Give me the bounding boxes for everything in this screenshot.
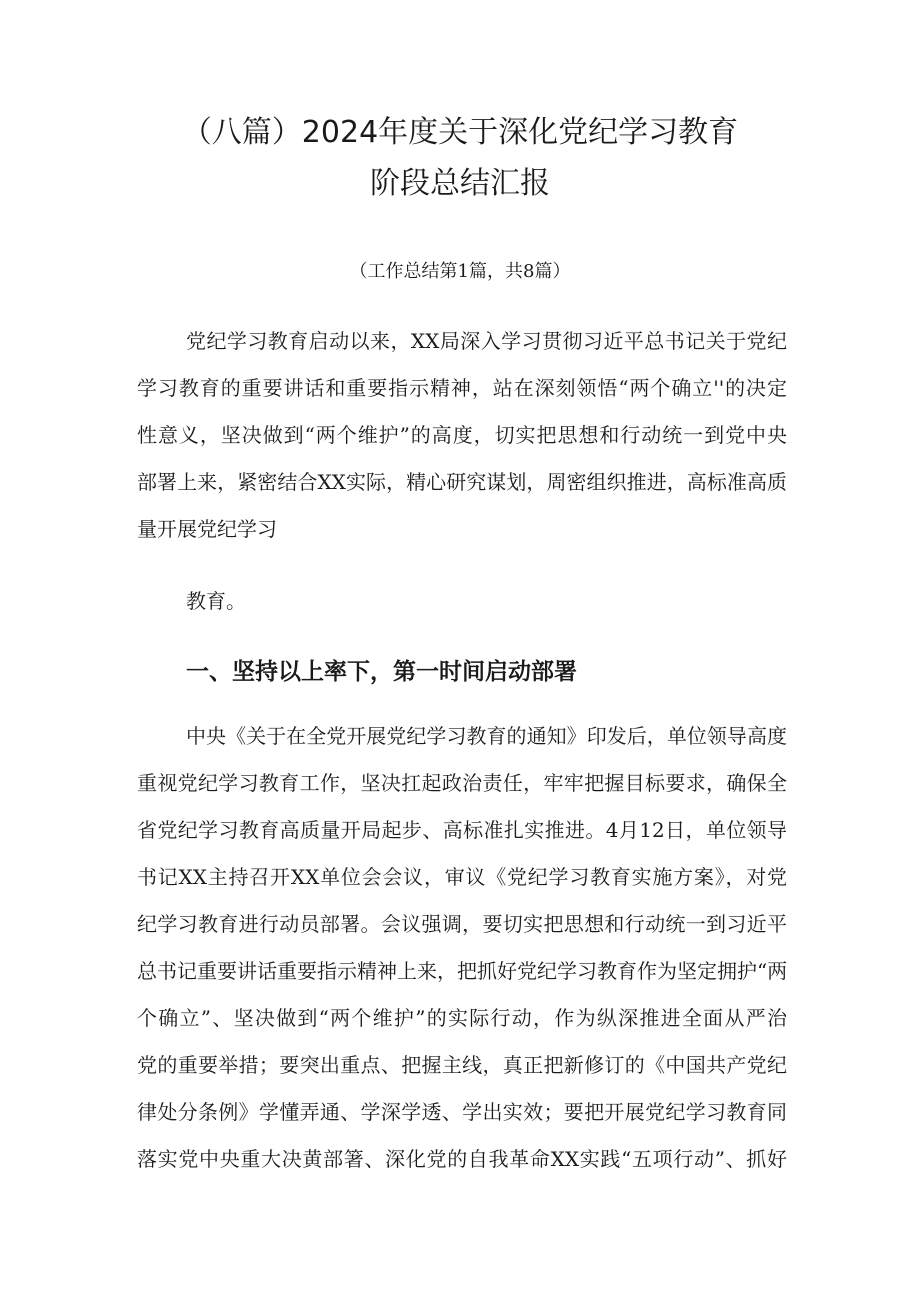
intro-line: 性意义，坚决做到“两个维护”的高度，切实把思想和行动统一到党中央 — [137, 423, 787, 447]
section1-line: 重视党纪学习教育工作，坚决扛起政治责任，牢牢把握目标要求，确保全 — [137, 771, 787, 795]
section1-line: 中央《关于在全党开展党纪学习教育的通知》印发后，单位领导高度 — [186, 724, 787, 748]
intro-line: 学习教育的重要讲话和重要指示精神，站在深刻领悟“两个确立''的决定 — [137, 376, 787, 400]
section1-line: 个确立”、坚决做到“两个维护”的实际行动，作为纵深推进全面从严治 — [137, 1006, 787, 1030]
section1-line: 书记XX主持召开XX单位会会议，审议《党纪学习教育实施方案》，对党 — [137, 865, 787, 889]
section1-line: 省党纪学习教育高质量开局起步、高标准扎实推进。4月12日，单位领导 — [137, 818, 787, 842]
document-title-line-1: （八篇）2024年度关于深化党纪学习教育 — [181, 115, 739, 150]
intro-line: 部署上来，紧密结合XX实际，精心研究谋划，周密组织推进，高标准高质 — [137, 470, 787, 494]
intro-line: 党纪学习教育启动以来，XX局深入学习贯彻习近平总书记关于党纪 — [186, 329, 787, 353]
intro-tail: 教育。 — [186, 589, 246, 613]
section1-line: 总书记重要讲话重要指示精神上来，把抓好党纪学习教育作为坚定拥护“两 — [137, 959, 788, 983]
section-heading: 一、坚持以上率下，第一时间启动部署 — [186, 659, 577, 685]
section1-line: 落实党中央重大决黄部箸、深化党的自我革命XX实践“五项行动”、抓好 — [137, 1147, 787, 1171]
document-title-line-2: 阶段总结汇报 — [370, 166, 550, 201]
section1-line: 律处分条例》学懂弄通、学深学透、学出实效；要把开展党纪学习教育同 — [137, 1100, 787, 1124]
section1-line: 纪学习教育进行动员部署。会议强调，要切实把思想和行动统一到习近平 — [137, 912, 787, 936]
section1-line: 党的重要举措；要突出重点、把握主线，真正把新修订的《中国共产党纪 — [137, 1053, 787, 1077]
document-subtitle: （工作总结第1篇，共8篇） — [349, 261, 571, 282]
intro-line: 量开展党纪学习 — [137, 517, 277, 541]
